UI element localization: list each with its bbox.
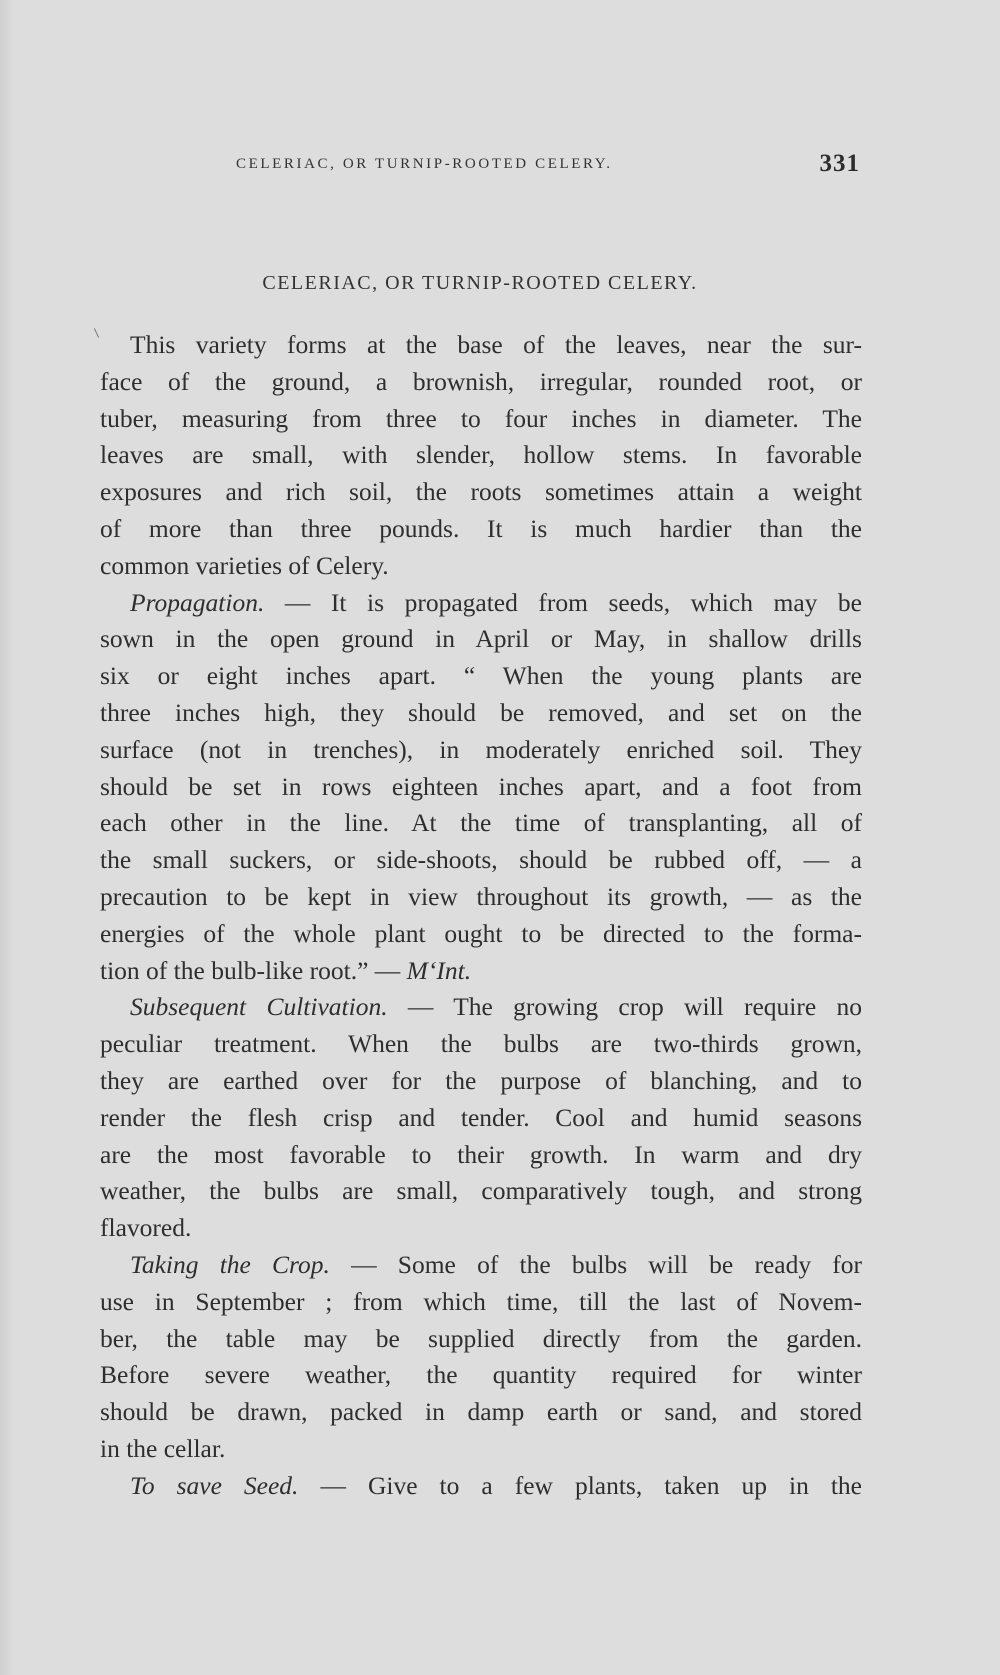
attribution: M‘Int. xyxy=(406,955,472,985)
paragraph-line: Before severe weather, the quantity required for winter xyxy=(100,1360,862,1390)
page-edge-shadow xyxy=(0,0,14,1675)
paragraph-heading: Propagation. xyxy=(130,587,265,617)
running-head xyxy=(100,150,860,180)
paragraph-line: face of the ground, a brownish, irregular, rounded root, or xyxy=(100,366,862,396)
paragraph-line: flavored. xyxy=(100,1213,192,1243)
page-number: 331 xyxy=(819,150,860,177)
paragraph-line: precaution to be kept in view throughout its growth, — as the xyxy=(100,881,862,911)
paragraph-first-line xyxy=(100,1247,862,1284)
paragraph-text: — Some of the bulbs will be ready for xyxy=(329,1249,862,1279)
paragraph-line: each other in the line. At the time of transplanting, all of xyxy=(100,808,862,838)
paragraph-line: weather, the bulbs are small, comparatively tough, and strong xyxy=(100,1176,862,1206)
paragraph-line: energies of the whole plant ought to be directed to the forma- xyxy=(100,918,862,948)
paragraph-line: six or eight inches apart. “ When the young plants are xyxy=(100,661,862,691)
paragraph-heading: To save Seed. xyxy=(130,1470,299,1500)
paragraph-line: they are earthed over for the purpose of blanching, and to xyxy=(100,1065,862,1095)
paragraph-heading: Subsequent Cultivation. xyxy=(130,992,388,1022)
paragraph-text: — It is propagated from seeds, which may be xyxy=(264,587,862,617)
paragraph-line: use in September ; from which time, till the last of Novem- xyxy=(100,1286,862,1316)
paragraph-first-line xyxy=(100,1468,862,1505)
paragraph-line: the small suckers, or side-shoots, should be rubbed off, — a xyxy=(100,845,862,875)
paragraph-line: leaves are small, with slender, hollow stems. In favorable xyxy=(100,440,862,470)
paragraph-line: should be drawn, packed in damp earth or sand, and stored xyxy=(100,1397,862,1427)
paragraph-line: surface (not in trenches), in moderately enriched soil. They xyxy=(100,734,862,764)
paragraph-line: of more than three pounds. It is much hardier than the xyxy=(100,513,862,543)
paragraph-heading: Taking the Crop. xyxy=(130,1249,330,1279)
paragraph-last-line xyxy=(100,953,862,990)
paragraph-line: ber, the table may be supplied directly from the garden. xyxy=(100,1323,862,1353)
paragraph-line: are the most favorable to their growth. In warm and dry xyxy=(100,1139,862,1169)
paragraph-text: — Give to a few plants, taken up in the xyxy=(298,1470,862,1500)
body-text xyxy=(100,327,862,1505)
paragraph-first-line xyxy=(100,989,862,1026)
running-title: CELERIAC, OR TURNIP-ROOTED CELERY. xyxy=(236,156,613,172)
paragraph-line: sown in the open ground in April or May, in shallow drills xyxy=(100,624,862,654)
paragraph-text: tion of the bulb-like root.” — xyxy=(100,955,407,985)
paragraph-text: — The growing crop will require no xyxy=(387,992,863,1022)
section-title: CELERIAC, OR TURNIP-ROOTED CELERY. xyxy=(262,272,698,294)
paragraph-line: should be set in rows eighteen inches apart, and a foot from xyxy=(100,771,862,801)
paragraph-first-line xyxy=(100,585,862,622)
paragraph-line: This variety forms at the base of the leaves, near the sur- xyxy=(130,330,862,359)
paragraph-line: three inches high, they should be removed, and set on the xyxy=(100,697,862,727)
paragraph-line: peculiar treatment. When the bulbs are two-thirds grown, xyxy=(100,1029,862,1059)
paragraph-line: exposures and rich soil, the roots sometimes attain a weight xyxy=(100,477,862,507)
margin-mark xyxy=(94,328,99,337)
paragraph-line: render the flesh crisp and tender. Cool and humid seasons xyxy=(100,1102,862,1132)
paragraph-line: common varieties of Celery. xyxy=(100,550,389,580)
paragraph-line: tuber, measuring from three to four inches in diameter. The xyxy=(100,403,862,433)
paragraph-line: in the cellar. xyxy=(100,1433,226,1463)
